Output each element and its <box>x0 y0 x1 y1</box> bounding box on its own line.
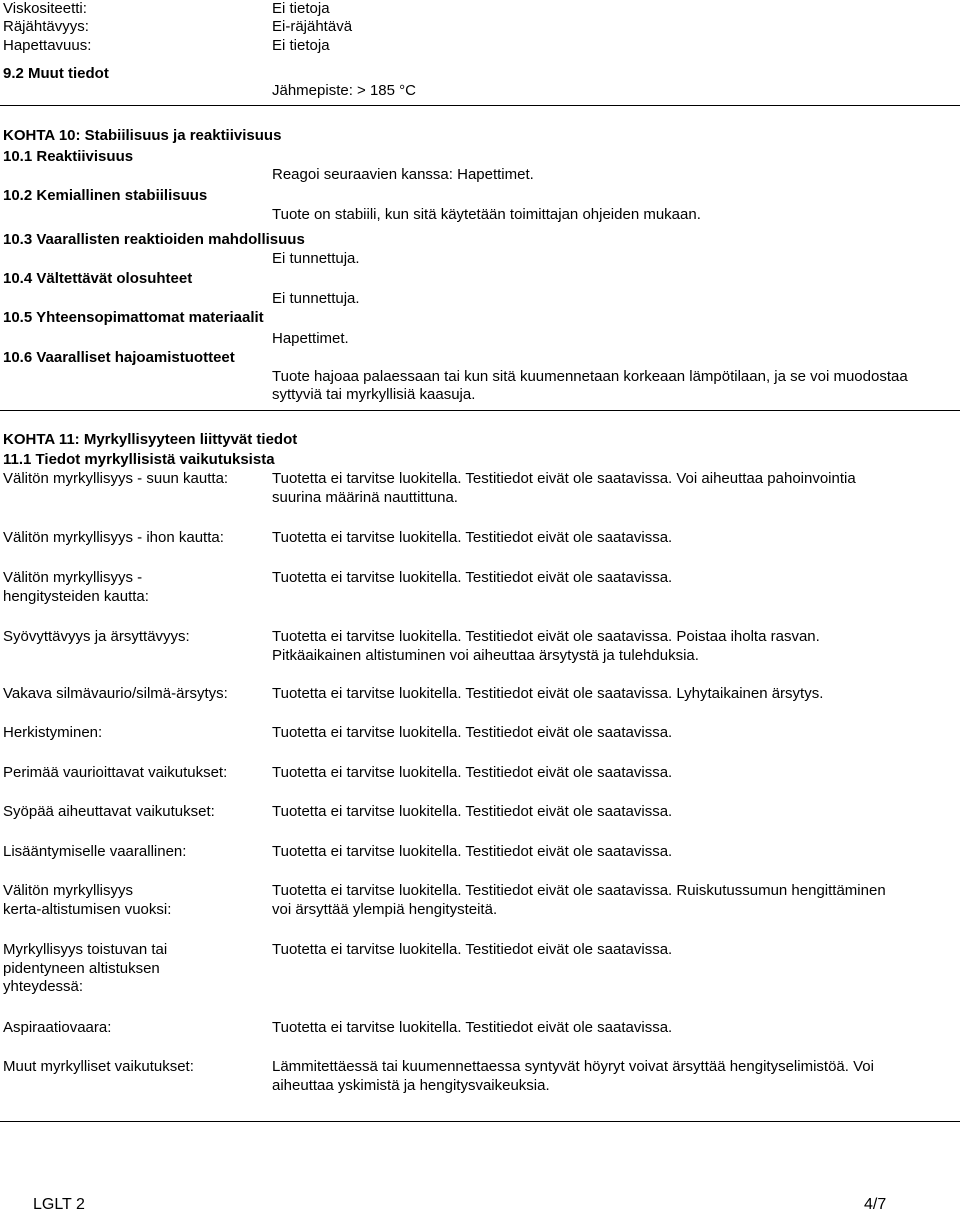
tox-row-label: hengitysteiden kautta: <box>3 587 149 605</box>
oxidizing-label: Hapettavuus: <box>3 37 92 54</box>
tox-row-label: Myrkyllisyys toistuvan tai <box>3 941 168 958</box>
tox-row-label: Välitön myrkyllisyys - <box>3 569 143 586</box>
stability-text: Tuote on stabiili, kun sitä käytetään toimittajan ohjeiden mukaan. <box>272 206 701 223</box>
conditions-to-avoid-heading: 10.4 Vältettävät olosuhteet <box>3 270 193 287</box>
section-divider <box>0 410 960 411</box>
stability-heading: 10.2 Kemiallinen stabiilisuus <box>3 187 208 204</box>
tox-row-value: Lämmitettäessä tai kuumennettaessa syntyvät höyryt voivat ärsyttää hengityselimistöä. Voi <box>272 1058 874 1075</box>
tox-row-value: Tuotetta ei tarvitse luokitella. Testitiedot eivät ole saatavissa. Lyhytaikainen ärsytys. <box>272 685 824 702</box>
footer-page-number: 4/7 <box>864 1196 887 1213</box>
tox-row-value: Tuotetta ei tarvitse luokitella. Testitiedot eivät ole saatavissa. <box>272 1019 673 1036</box>
flash-point-text: Jähmepiste: > 185 °C <box>272 82 416 99</box>
tox-row-value: suurina määrinä nauttittuna. <box>272 488 458 506</box>
incompatible-materials-heading: 10.5 Yhteensopimattomat materiaalit <box>3 309 264 326</box>
reactivity-heading: 10.1 Reaktiivisuus <box>3 148 134 165</box>
section-divider <box>0 105 960 106</box>
tox-row-label: Lisääntymiselle vaarallinen: <box>3 843 187 860</box>
footer-doc-code: LGLT 2 <box>33 1196 85 1213</box>
section-11-heading: KOHTA 11: Myrkyllisyyteen liittyvät tiedot <box>3 431 298 448</box>
tox-row-label: kerta-altistumisen vuoksi: <box>3 900 172 918</box>
section-10-heading: KOHTA 10: Stabiilisuus ja reaktiivisuus <box>3 127 282 144</box>
tox-row-value: voi ärsyttää ylempiä hengitysteitä. <box>272 900 498 918</box>
tox-row-value: Tuotetta ei tarvitse luokitella. Testitiedot eivät ole saatavissa. <box>272 569 673 586</box>
tox-row-label: Välitön myrkyllisyys <box>3 882 134 899</box>
tox-row-value: Tuotetta ei tarvitse luokitella. Testitiedot eivät ole saatavissa. <box>272 529 673 546</box>
viscosity-value: Ei tietoja <box>272 0 330 17</box>
explosive-label: Räjähtävyys: <box>3 18 89 35</box>
tox-row-value: Tuotetta ei tarvitse luokitella. Testitiedot eivät ole saatavissa. <box>272 843 673 860</box>
conditions-to-avoid-text: Ei tunnettuja. <box>272 290 360 307</box>
tox-row-label: Herkistyminen: <box>3 724 103 741</box>
tox-row-label: Vakava silmävaurio/silmä-ärsytys: <box>3 685 228 702</box>
tox-row-value: Pitkäaikainen altistuminen voi aiheuttaa ärsytystä ja tulehduksia. <box>272 646 699 664</box>
tox-row-label: Muut myrkylliset vaikutukset: <box>3 1058 194 1075</box>
other-info-heading: 9.2 Muut tiedot <box>3 65 109 82</box>
tox-row-value: Tuotetta ei tarvitse luokitella. Testitiedot eivät ole saatavissa. Voi aiheuttaa pahoinvointia <box>272 470 856 487</box>
tox-row-value: Tuotetta ei tarvitse luokitella. Testitiedot eivät ole saatavissa. Poistaa iholta rasvan. <box>272 628 820 645</box>
decomposition-text-line-1: Tuote hajoaa palaessaan tai kun sitä kuumennetaan korkeaan lämpötilaan, ja se voi muodostaa <box>272 368 908 385</box>
tox-row-value: Tuotetta ei tarvitse luokitella. Testitiedot eivät ole saatavissa. Ruiskutussumun hengittäminen <box>272 882 886 899</box>
decomposition-text-line-2: syttyviä tai myrkyllisiä kaasuja. <box>272 386 476 403</box>
tox-row-label: Syöpää aiheuttavat vaikutukset: <box>3 803 215 820</box>
hazardous-reactions-heading: 10.3 Vaarallisten reaktioiden mahdollisuus <box>3 231 305 248</box>
tox-row-label: Syövyttävyys ja ärsyttävyys: <box>3 628 190 645</box>
decomposition-heading: 10.6 Vaaralliset hajoamistuotteet <box>3 349 235 366</box>
tox-row-value: Tuotetta ei tarvitse luokitella. Testitiedot eivät ole saatavissa. <box>272 764 673 781</box>
viscosity-label: Viskositeetti: <box>3 0 87 17</box>
section-divider <box>0 1121 960 1122</box>
reactivity-text: Reagoi seuraavien kanssa: Hapettimet. <box>272 166 534 183</box>
explosive-value: Ei-räjähtävä <box>272 18 353 35</box>
tox-row-value: Tuotetta ei tarvitse luokitella. Testitiedot eivät ole saatavissa. <box>272 803 673 820</box>
tox-row-label: Perimää vaurioittavat vaikutukset: <box>3 764 228 781</box>
oxidizing-value: Ei tietoja <box>272 37 330 54</box>
tox-row-label: Aspiraatiovaara: <box>3 1019 112 1036</box>
divider-tick <box>252 410 270 411</box>
tox-row-label: yhteydessä: <box>3 978 84 995</box>
tox-row-value: aiheuttaa yskimistä ja hengitysvaikeuksia. <box>272 1076 550 1094</box>
tox-row-value: Tuotetta ei tarvitse luokitella. Testitiedot eivät ole saatavissa. <box>272 941 673 958</box>
tox-row-label: Välitön myrkyllisyys - ihon kautta: <box>3 529 224 546</box>
hazardous-reactions-text: Ei tunnettuja. <box>272 250 360 267</box>
divider-tick <box>252 1121 270 1122</box>
divider-tick <box>252 105 270 106</box>
tox-row-label: Välitön myrkyllisyys - suun kautta: <box>3 470 229 487</box>
tox-row-value: Tuotetta ei tarvitse luokitella. Testitiedot eivät ole saatavissa. <box>272 724 673 741</box>
tox-row-label: pidentyneen altistuksen <box>3 959 160 977</box>
incompatible-materials-text: Hapettimet. <box>272 330 349 347</box>
toxicology-subheading: 11.1 Tiedot myrkyllisistä vaikutuksista <box>3 451 275 468</box>
